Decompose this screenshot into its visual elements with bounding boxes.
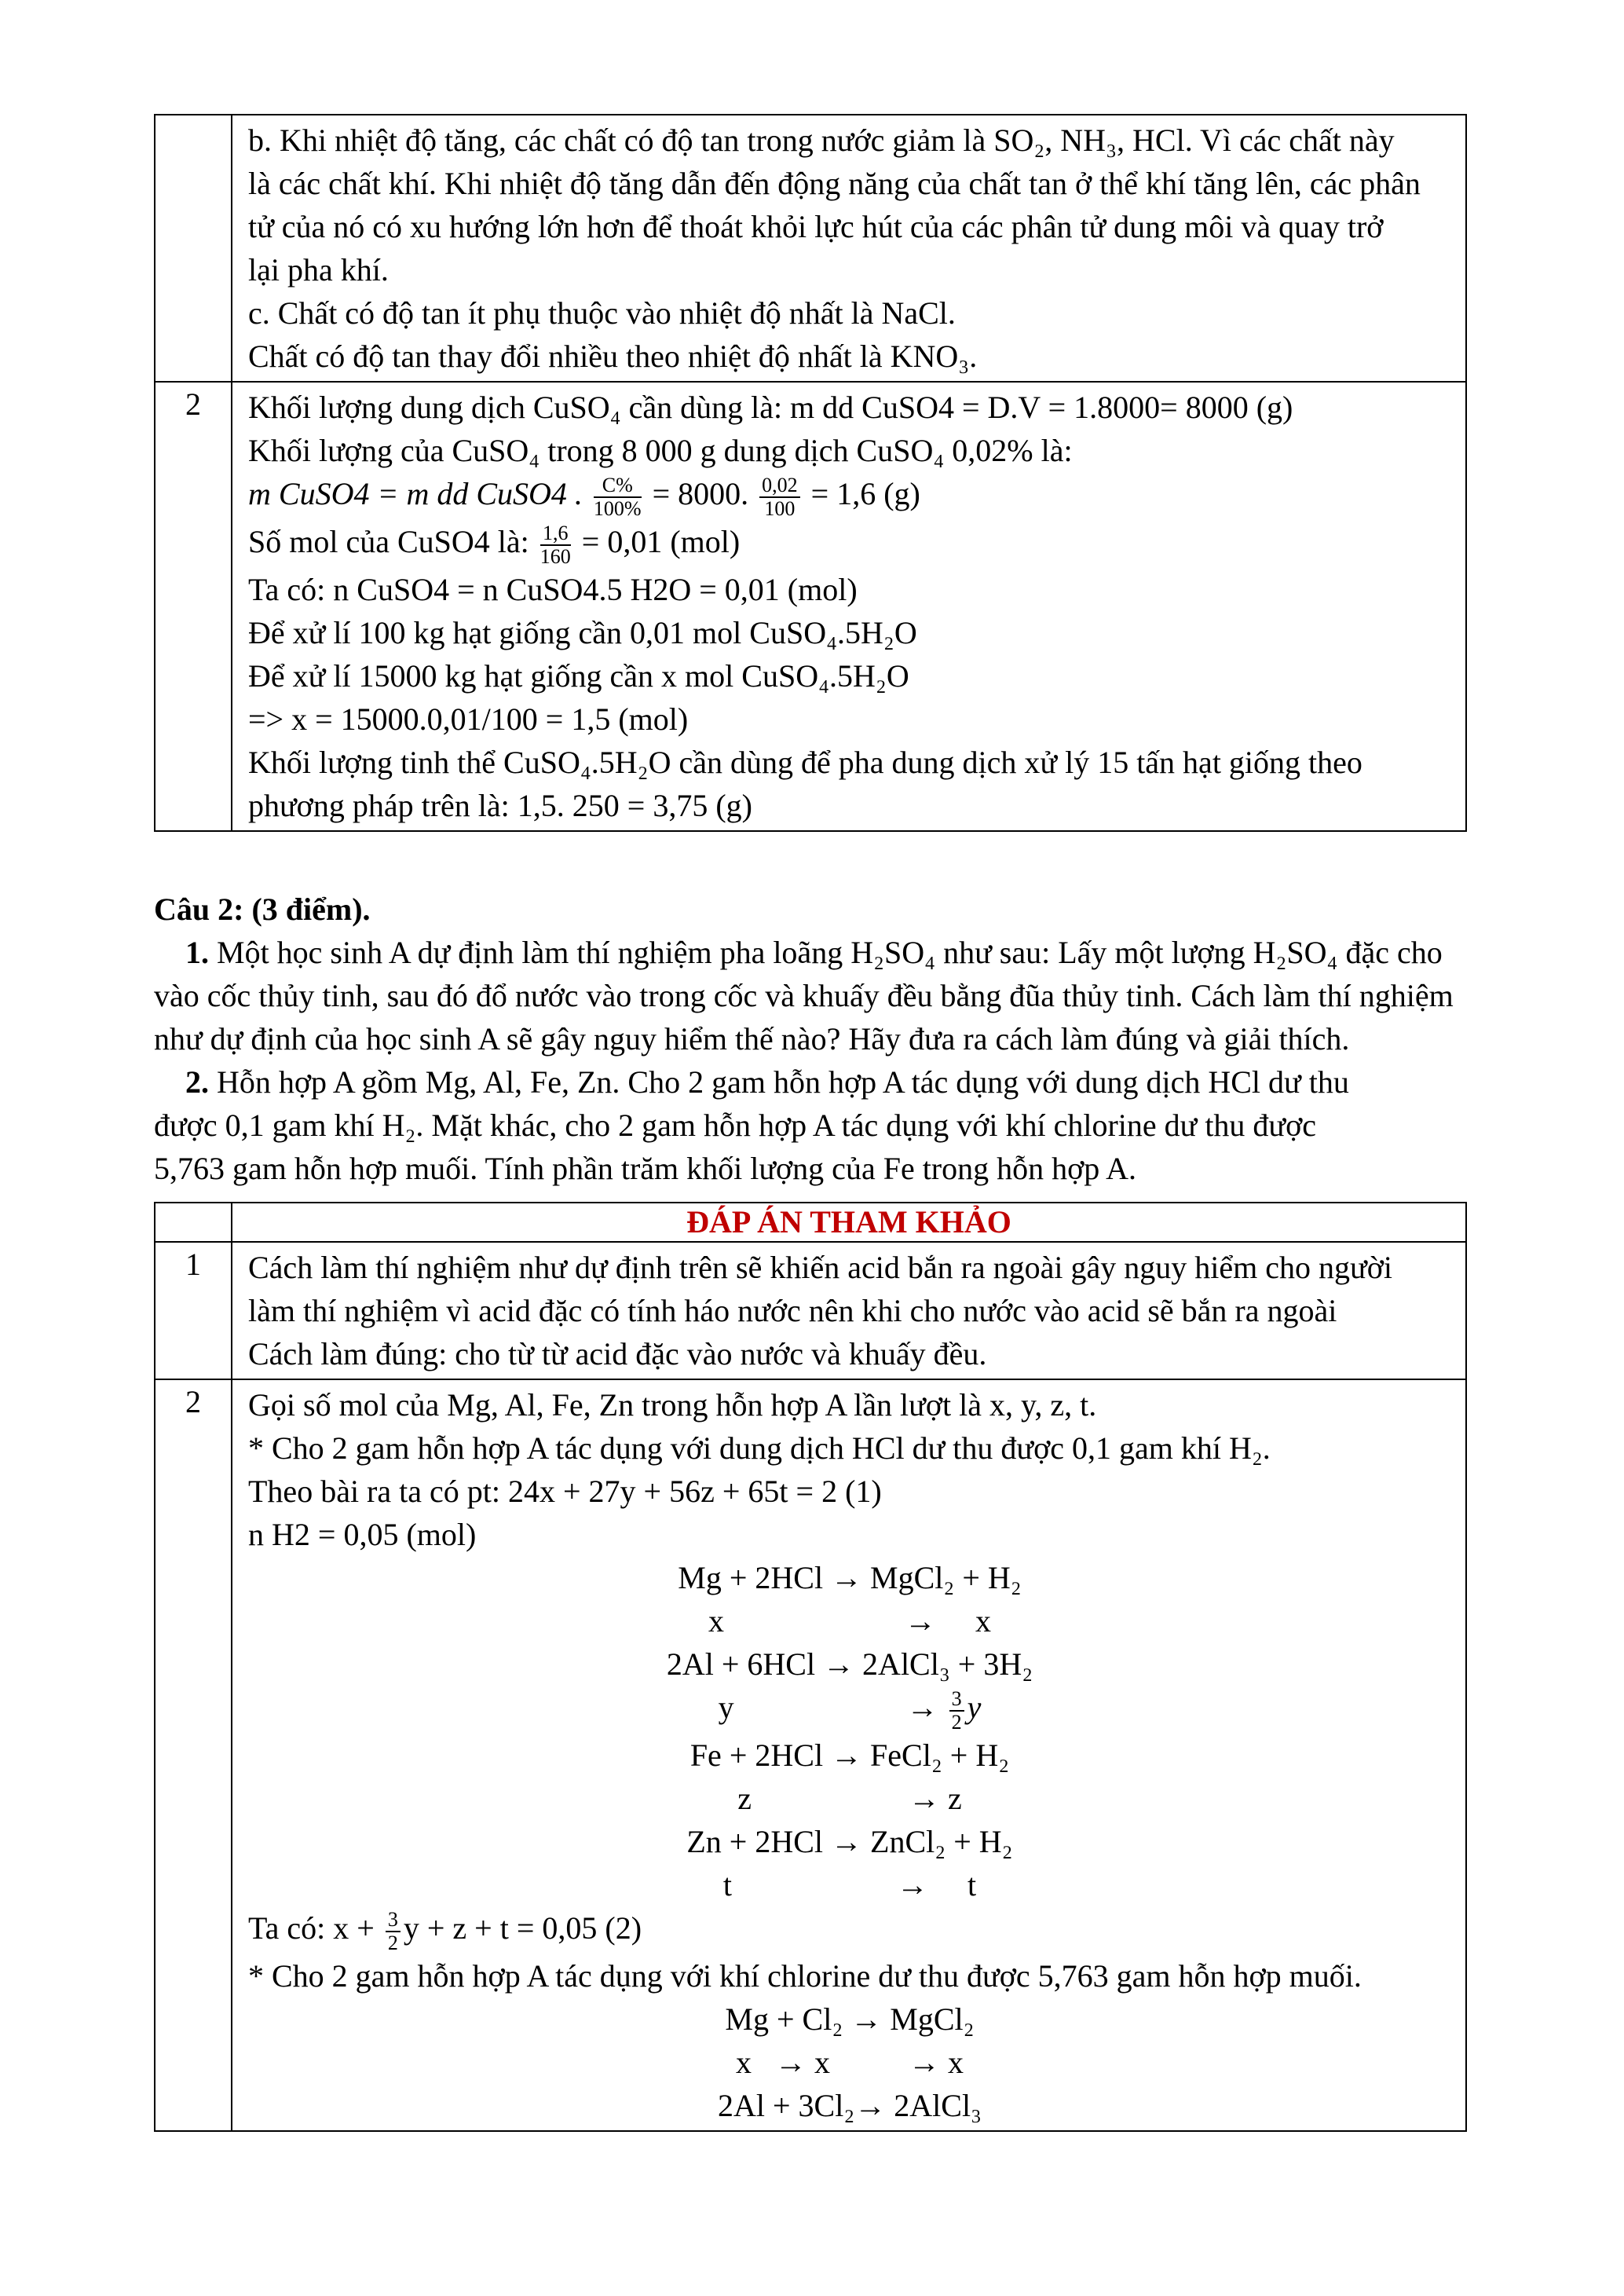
equation: 2Al + 3Cl₂→ 2AlCl₃ bbox=[717, 2087, 982, 2123]
formula-line: Số mol của CuSO4 là: $\frac{1,6}{160}$ = 0,01 (mol) bbox=[248, 521, 741, 568]
equation-stoich: x → x → x bbox=[736, 2044, 964, 2080]
row-number-cell bbox=[155, 115, 232, 382]
text-line: Khối lượng dung dịch CuSO₄ cần dùng là: m dd CuSO4 = D.V = 1.8000= 8000 (g) bbox=[248, 390, 1293, 425]
text-line: Để xử lí 15000 kg hạt giống cần x mol CuSO₄.5H₂O bbox=[248, 657, 909, 694]
table-row bbox=[155, 1242, 1466, 1379]
text-line: => x = 15000.0,01/100 = 1,5 (mol) bbox=[248, 701, 689, 737]
equation: 2Al + 6HCl → 2AlCl₃ + 3H₂ bbox=[666, 1646, 1033, 1682]
text-line: tử của nó có xu hướng lớn hơn để thoát khỏi lực hút của các phân tử dung môi và quay trở bbox=[248, 209, 1384, 244]
table-header-row bbox=[155, 1203, 1466, 1242]
table-header: ĐÁP ÁN THAM KHẢO bbox=[232, 1203, 1466, 1242]
answer-table-1 bbox=[154, 114, 1467, 832]
text-line: n H2 = 0,05 (mol) bbox=[248, 1517, 477, 1552]
text-line: vào cốc thủy tinh, sau đó đổ nước vào trong cốc và khuấy đều bằng đũa thủy tinh. Cách làm thí nghiệm bbox=[154, 978, 1454, 1013]
text-line: được 0,1 gam khí H₂. Mặt khác, cho 2 gam hỗn hợp A tác dụng với khí chlorine dư thu được bbox=[154, 1108, 1317, 1143]
text-line: phương pháp trên là: 1,5. 250 = 3,75 (g) bbox=[248, 787, 752, 823]
text-line: 5,763 gam hỗn hợp muối. Tính phần trăm khối lượng của Fe trong hỗn hợp A. bbox=[154, 1151, 1136, 1186]
question-heading: Câu 2: (3 điểm). bbox=[154, 892, 371, 927]
table-row bbox=[155, 1379, 1466, 2131]
row-number-cell: 2 bbox=[155, 1379, 232, 2131]
table-row bbox=[155, 382, 1466, 831]
text-line: 1. Một học sinh A dự định làm thí nghiệm pha loãng H₂SO₄ như sau: Lấy một lượng H₂SO₄ đặc cho bbox=[185, 935, 1443, 970]
equation: Mg + Cl₂ → MgCl₂ bbox=[725, 2001, 975, 2037]
row-number-cell: 2 bbox=[155, 382, 232, 831]
text-line: Ta có: n CuSO4 = n CuSO4.5 H2O = 0,01 (mol) bbox=[248, 571, 858, 607]
formula-line: Ta có: x + $\frac{3}{2}$ y + z + t = 0,05 (2) bbox=[248, 1907, 642, 1954]
text-line: Khối lượng của CuSO₄ trong 8 000 g dung dịch CuSO₄ 0,02% là: bbox=[248, 433, 1073, 468]
row-content bbox=[232, 382, 1466, 831]
text-line: c. Chất có độ tan ít phụ thuộc vào nhiệt độ nhất là NaCl. bbox=[248, 295, 956, 331]
answer-table-2 bbox=[154, 1202, 1467, 2132]
formula-line: m CuSO4 = m dd CuSO4 . $\frac{C\%}{100\%}$ = 8000. $\frac{0,02}{100}$ = 1,6 (g) bbox=[248, 473, 920, 520]
text-line: Theo bài ra ta có pt: 24x + 27y + 56z + 65t = 2 (1) bbox=[248, 1474, 882, 1509]
fraction: $\frac{3}{2}$ bbox=[386, 1909, 401, 1954]
equation-stoich: x → x bbox=[708, 1603, 991, 1639]
text-line: Chất có độ tan thay đổi nhiều theo nhiệt độ nhất là KNO₃. bbox=[248, 339, 978, 374]
row-number-cell: 1 bbox=[155, 1242, 232, 1379]
text-line: * Cho 2 gam hỗn hợp A tác dụng với khí chlorine dư thu được 5,763 gam hỗn hợp muối. bbox=[248, 1957, 1362, 1994]
fraction: $\frac{3}{2}$ bbox=[949, 1688, 964, 1734]
text-line: là các chất khí. Khi nhiệt độ tăng dẫn đến động năng của chất tan ở thể khí tăng lên, các phân bbox=[248, 166, 1421, 201]
equation-stoich: y → $\frac{3}{2}$ y bbox=[718, 1686, 982, 1734]
text-line: làm thí nghiệm vì acid đặc có tính háo nước nên khi cho nước vào acid sẽ bắn ra ngoài bbox=[248, 1293, 1337, 1328]
text-line: lại pha khí. bbox=[248, 252, 389, 287]
text-line: như dự định của học sinh A sẽ gây nguy hiểm thế nào? Hãy đưa ra cách làm đúng và giải thích. bbox=[154, 1021, 1350, 1056]
row-content bbox=[232, 1379, 1466, 2131]
equation-stoich: z → z bbox=[737, 1780, 962, 1816]
fraction: $\frac{1,6}{160}$ bbox=[540, 521, 571, 568]
row-content bbox=[232, 115, 1466, 382]
text-line: b. Khi nhiệt độ tăng, các chất có độ tan trong nước giảm là SO₂, NH₃, HCl. Vì các chất này bbox=[248, 123, 1395, 158]
equation: Mg + 2HCl → MgCl₂ + H₂ bbox=[678, 1560, 1022, 1595]
row-content bbox=[232, 1242, 1466, 1379]
equation-stoich: t → t bbox=[722, 1866, 977, 1902]
equation: Fe + 2HCl → FeCl₂ + H₂ bbox=[689, 1737, 1010, 1773]
text-line: Cách làm đúng: cho từ từ acid đặc vào nước và khuấy đều. bbox=[248, 1336, 987, 1371]
text-line: * Cho 2 gam hỗn hợp A tác dụng với dung dịch HCl dư thu được 0,1 gam khí H₂. bbox=[248, 1430, 1271, 1466]
equation: Zn + 2HCl → ZnCl₂ + H₂ bbox=[686, 1823, 1013, 1859]
question-2 bbox=[154, 888, 1505, 1190]
text-line: Để xử lí 100 kg hạt giống cần 0,01 mol CuSO₄.5H₂O bbox=[248, 614, 917, 650]
fraction: $\frac{0,02}{100}$ bbox=[759, 474, 800, 520]
text-line: Cách làm thí nghiệm như dự định trên sẽ khiến acid bắn ra ngoài gây nguy hiểm cho người bbox=[248, 1250, 1392, 1285]
text-line: Khối lượng tinh thể CuSO₄.5H₂O cần dùng để pha dung dịch xử lý 15 tấn hạt giống theo bbox=[248, 744, 1362, 780]
table-row bbox=[155, 115, 1466, 382]
fraction: $\frac{C\%}{100\%}$ bbox=[593, 473, 642, 520]
text-line: 2. Hỗn hợp A gồm Mg, Al, Fe, Zn. Cho 2 gam hỗn hợp A tác dụng với dung dịch HCl dư thu bbox=[185, 1064, 1349, 1100]
text-line: Gọi số mol của Mg, Al, Fe, Zn trong hỗn hợp A lần lượt là x, y, z, t. bbox=[248, 1387, 1097, 1423]
